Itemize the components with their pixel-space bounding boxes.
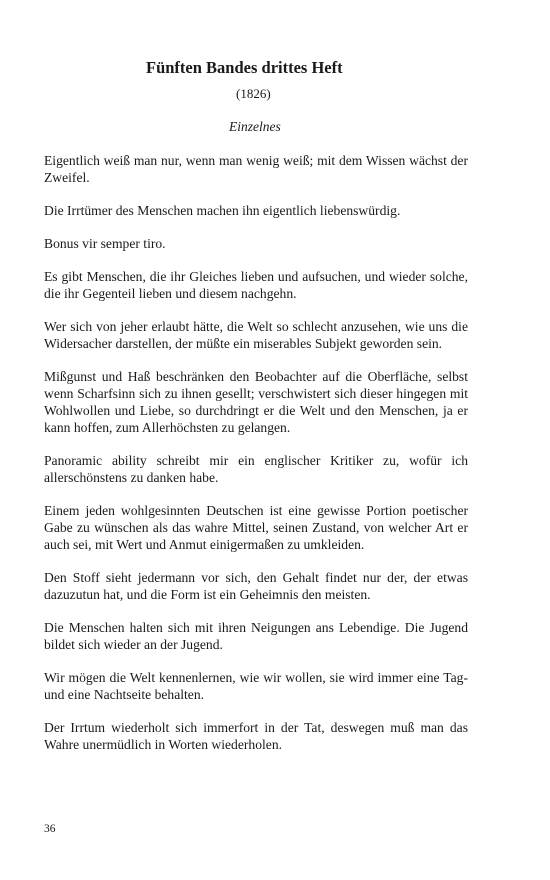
paragraph: Einem jeden wohlgesinnten Deutschen ist eine gewisse Portion poetischer Gabe zu wünschen als das wahre Mittel, seinen Zustand, von welcher Art er auch sei, mit Wert und Anmut einigermaßen zu umkleiden. <box>44 503 468 552</box>
paragraph: Wir mögen die Welt kennenlernen, wie wir wollen, sie wird immer eine Tag- und eine Nachtseite behalten. <box>44 670 468 702</box>
paragraph: Die Irrtümer des Menschen machen ihn eigentlich liebenswürdig. <box>44 203 401 218</box>
book-page <box>44 0 468 880</box>
paragraph: Der Irrtum wiederholt sich immerfort in der Tat, deswegen muß man das Wahre unermüdlich in Worten wiederholen. <box>44 720 468 752</box>
paragraph: Wer sich von jeher erlaubt hätte, die Welt so schlecht anzusehen, wie uns die Widersacher darstellen, der müßte ein miserables Subjekt geworden sein. <box>44 319 468 351</box>
paragraph: Es gibt Menschen, die ihr Gleiches lieben und aufsuchen, und wieder solche, die ihr Gegenteil lieben und diesem nachgehn. <box>44 269 468 301</box>
paragraph: Eigentlich weiß man nur, wenn man wenig weiß; mit dem Wissen wächst der Zweifel. <box>44 153 468 185</box>
paragraph: Die Menschen halten sich mit ihren Neigungen ans Lebendige. Die Jugend bildet sich wieder an der Jugend. <box>44 620 468 652</box>
paragraph: Den Stoff sieht jedermann vor sich, den Gehalt findet nur der, der etwas dazuzutun hat, und die Form ist ein Geheimnis den meisten. <box>44 570 468 602</box>
paragraph: Bonus vir semper tiro. <box>44 236 166 251</box>
chapter-year: (1826) <box>236 86 271 101</box>
section-title: Einzelnes <box>229 119 281 134</box>
paragraph: Mißgunst und Haß beschränken den Beobachter auf die Oberfläche, selbst wenn Scharfsinn sich zu ihnen gesellt; verschwistert sich dieser hingegen mit Wohlwollen und Liebe, so durchdringt er die Welt und den Menschen, ja er kann hoffen, zum Allerhöchsten zu gelangen. <box>44 369 468 435</box>
chapter-title: Fünften Bandes drittes Heft <box>146 58 343 77</box>
text-body <box>44 152 468 769</box>
page-number: 36 <box>44 823 56 835</box>
paragraph: Panoramic ability schreibt mir ein englischer Kritiker zu, wofür ich allerschönstens zu danken habe. <box>44 453 468 485</box>
